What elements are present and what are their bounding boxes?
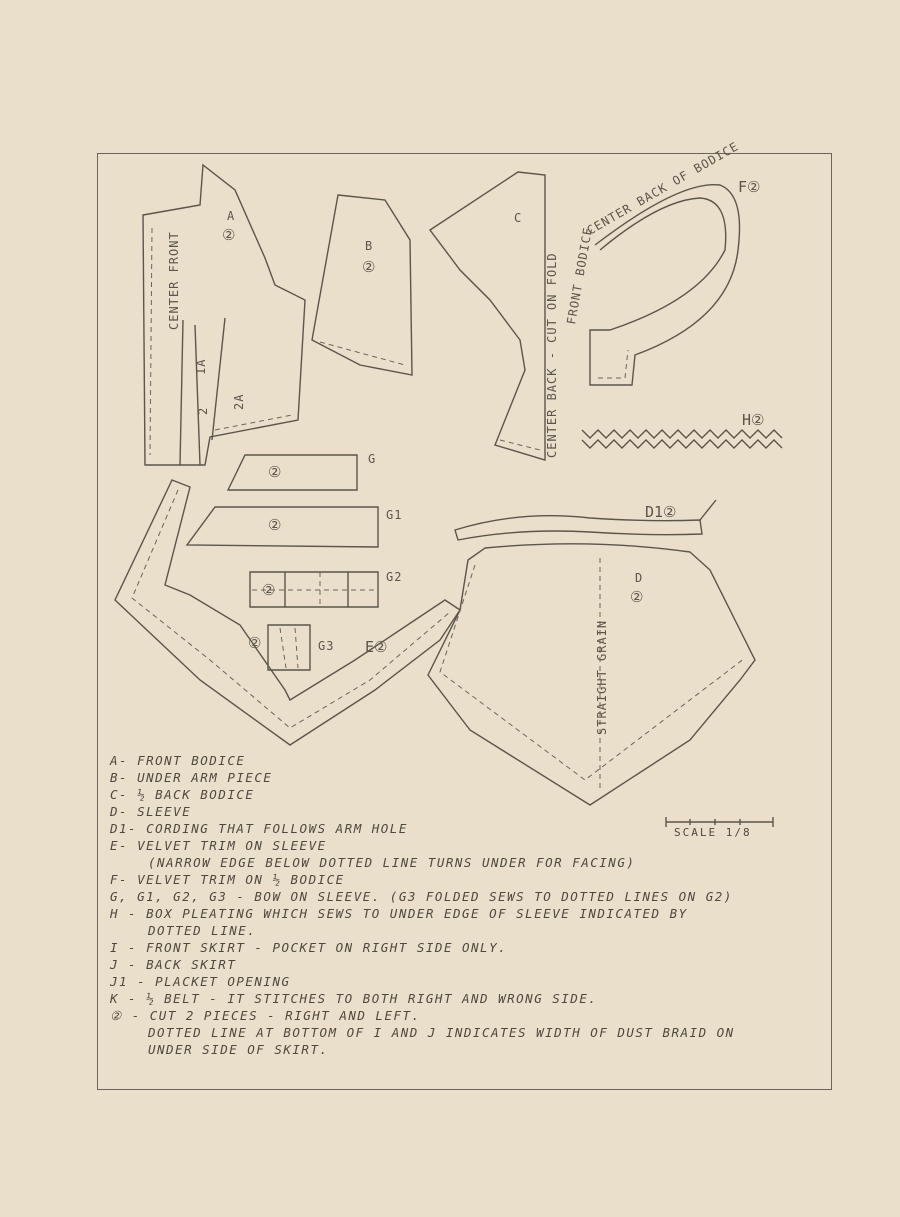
count-a: ② [222,226,236,244]
label-g3: G3 [318,639,335,653]
count-g3: ② [248,634,262,652]
piece-g3-bow [268,625,310,670]
legend-line: A- FRONT BODICE [110,753,246,768]
piece-e-velvet-trim [115,480,460,745]
legend-line: ② - CUT 2 PIECES - RIGHT AND LEFT. [110,1008,421,1023]
label-center-back-fold: CENTER BACK - CUT ON FOLD [545,252,559,458]
legend-line: J - BACK SKIRT [110,957,237,972]
piece-c-back-bodice [430,172,545,460]
legend-line: F- VELVET TRIM ON ½ BODICE [110,872,345,887]
legend-line: H - BOX PLEATING WHICH SEWS TO UNDER EDGE OF SLEEVE INDICATED BY [110,906,688,921]
count-g2: ② [262,581,276,599]
legend-line: I - FRONT SKIRT - POCKET ON RIGHT SIDE ONLY. [110,940,508,955]
label-h: H② [742,411,765,429]
count-g1: ② [268,516,282,534]
legend-line: E- VELVET TRIM ON SLEEVE [110,838,327,853]
legend [110,752,810,1058]
count-d: ② [630,588,644,606]
count-g: ② [268,463,282,481]
legend-line: G, G1, G2, G3 - BOW ON SLEEVE. (G3 FOLDED SEWS TO DOTTED LINES ON G2) [110,889,733,904]
legend-line: D1- CORDING THAT FOLLOWS ARM HOLE [110,821,408,836]
legend-line: B- UNDER ARM PIECE [110,770,273,785]
label-g: G [368,452,377,466]
label-d1: D1② [645,503,677,521]
count-b: ② [362,258,376,276]
label-c: C [514,211,523,225]
legend-line: D- SLEEVE [110,804,192,819]
label-e: E② [365,638,388,656]
legend-line: (NARROW EDGE BELOW DOTTED LINE TURNS UNDER FOR FACING) [148,855,636,870]
legend-line: UNDER SIDE OF SKIRT. [148,1042,329,1057]
label-d: D [635,571,644,585]
label-center-back-of-bodice: CENTER BACK OF BODICE [584,139,742,238]
legend-line: C- ½ BACK BODICE [110,787,255,802]
label-straight-grain: STRAIGHT GRAIN [595,619,609,735]
legend-line: K - ½ BELT - IT STITCHES TO BOTH RIGHT AND WRONG SIDE. [110,991,598,1006]
legend-line: J1 - PLACKET OPENING [110,974,291,989]
label-g1: G1 [386,508,403,522]
label-center-front: CENTER FRONT [167,231,181,330]
label-2: 2 [196,406,210,415]
label-g2: G2 [386,570,403,584]
scale-label: SCALE 1/8 [674,826,752,839]
label-a: A [227,209,236,223]
legend-line: DOTTED LINE. [148,923,257,938]
label-2a: 2A [232,393,246,410]
label-f: F② [738,178,761,196]
piece-g1-bow [187,507,378,547]
label-front-bodice: FRONT BODICE [564,225,596,326]
piece-b-under-arm [312,195,412,375]
label-b: B [365,239,374,253]
label-1a: 1A [194,358,208,375]
piece-h-box-pleating [582,430,782,448]
piece-g-bow [228,455,357,490]
piece-d1-cording [455,500,716,540]
legend-line: DOTTED LINE AT BOTTOM OF I AND J INDICATES WIDTH OF DUST BRAID ON [148,1025,735,1040]
